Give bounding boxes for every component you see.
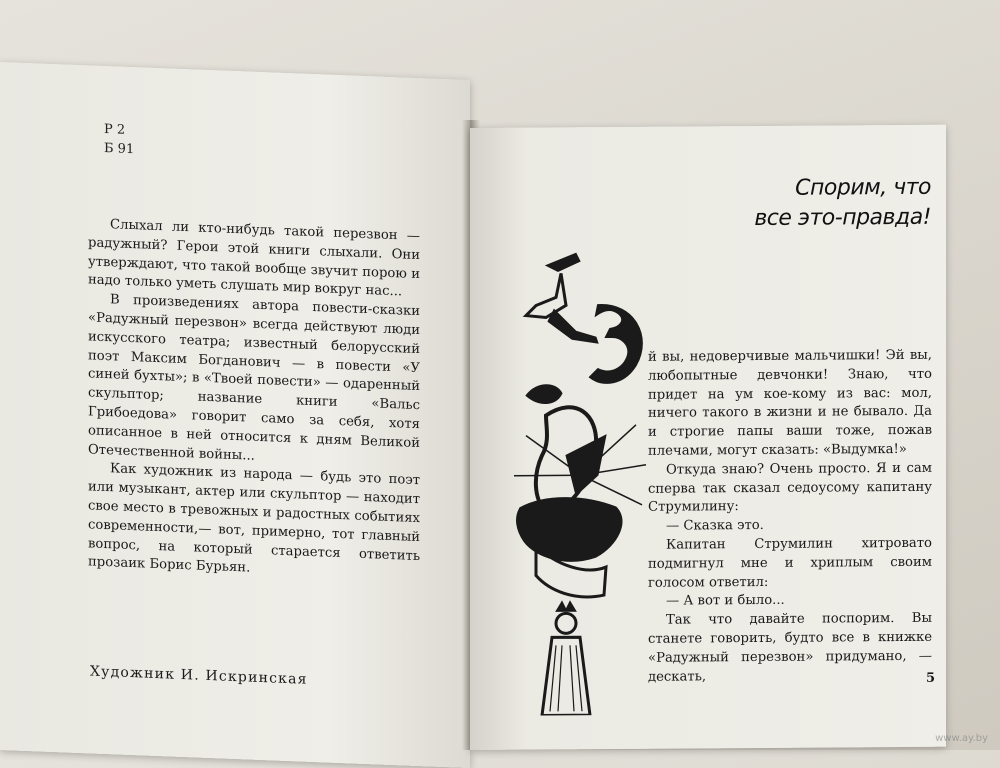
chapter-title — [726, 173, 931, 234]
show-through-text: ​ — [249, 142, 251, 177]
paragraph: Откуда знаю? Очень просто. Я и сам сперва так сказал седоусому капитану Струмилину: — [648, 460, 932, 518]
paragraph: Как художник из народа — будь это поэт или музыкант, актер или скульптор — находит свое место в тревожных и радостных событиях современности,— вот, примерно, тот главный вопрос, на который старается ответить прозаик Борис Бурьян. — [88, 460, 420, 586]
paragraph: Так что давайте поспорим. Вы станете говорить, будто все в книжке «Радужный перезвон» придумано, — дескать, — [648, 610, 932, 687]
chapter-title-line: все это-правда! — [726, 203, 931, 234]
paragraph: Слыхал ли кто-нибудь такой перезвон — радужный? Герои этой книги слыхали. Они утверждают, что такой вообще звучит порою и надо только уметь слушать мир вокруг нас... — [88, 215, 420, 303]
watermark: www.ay.by — [935, 733, 988, 744]
paragraph: В произведениях автора повести-сказки «Радужный перезвон» всегда действуют люди искусского театра; известный белорусский поэт Максим Богданович — в повести «У синей бухты»; в «Твоей повести» — одаренный скульптор; название книги «Вальс Грибоедова» говорит само за себя, хотя описанное в ней относится к дням Великой Отечественной войны... — [88, 291, 420, 473]
left-page — [0, 62, 470, 768]
story-text — [648, 347, 932, 687]
paragraph: й вы, недоверчивые мальчишки! Эй вы, любопытные девчонки! Знаю, что придет на ум кое-кому из вас: мол, ничего такого в жизни и не бывало. Да и строгие папы ваши тоже, пожав плечами, могут сказать: «Выдумка!» — [648, 347, 932, 462]
paragraph: — А вот и было... — [648, 591, 932, 612]
page-number: 5 — [926, 671, 935, 686]
paragraph: Капитан Струмилин хитровато подмигнул мне и хриплым своим голосом ответил: — [648, 535, 932, 593]
artist-credit: Художник И. Искринская — [90, 663, 308, 687]
classification-codes — [104, 120, 134, 159]
woodcut-illustration — [506, 245, 656, 716]
chapter-title-line: Спорим, что — [726, 173, 931, 204]
code-line: Б 91 — [104, 139, 134, 159]
paragraph: — Сказка это. — [648, 516, 932, 537]
annotation-text — [88, 215, 420, 585]
right-page — [470, 125, 946, 750]
code-line: Р 2 — [104, 120, 134, 140]
